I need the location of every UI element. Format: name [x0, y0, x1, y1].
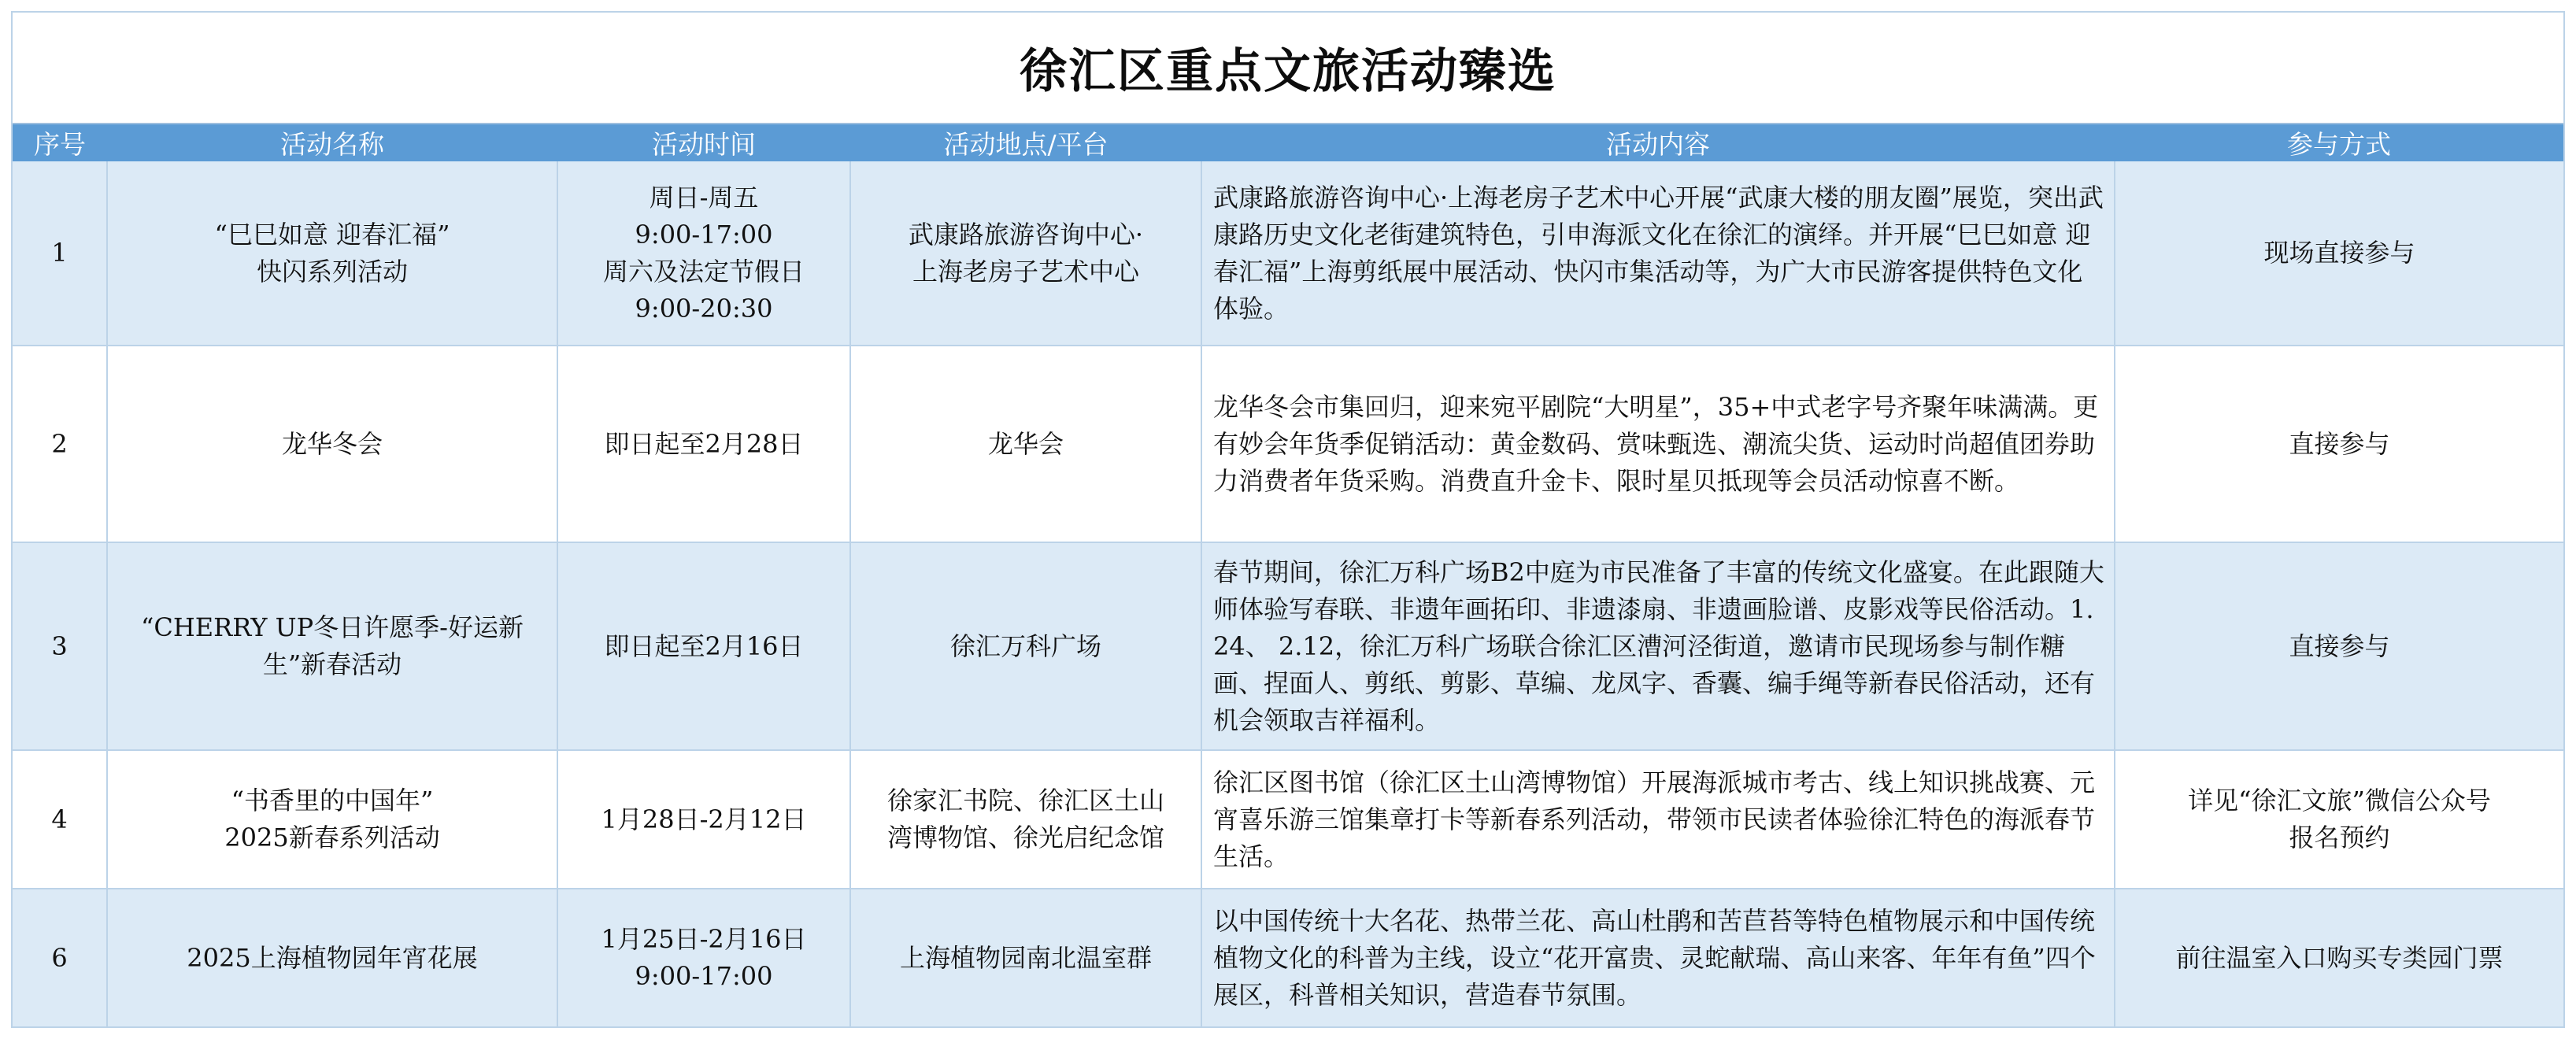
- cell-time: 即日起至2月28日: [557, 346, 850, 542]
- table-row: [13, 542, 2563, 750]
- cell-join: 前往温室入口购买专类园门票: [2115, 889, 2563, 1027]
- header-join: 参与方式: [2115, 124, 2563, 161]
- cell-time: 1月28日-2月12日: [557, 750, 850, 889]
- cell-join: 直接参与: [2115, 346, 2563, 542]
- cell-place: 徐汇万科广场: [850, 542, 1201, 750]
- table-header-row: [13, 124, 2563, 161]
- cell-place: 上海植物园南北温室群: [850, 889, 1201, 1027]
- cell-place: 武康路旅游咨询中心· 上海老房子艺术中心: [850, 161, 1201, 346]
- cell-time: 周日-周五 9:00-17:00 周六及法定节假日 9:00-20:30: [557, 161, 850, 346]
- cell-join: 直接参与: [2115, 542, 2563, 750]
- header-index: 序号: [13, 124, 107, 161]
- table-row: [13, 346, 2563, 542]
- table-row: [13, 161, 2563, 346]
- cell-time: 即日起至2月16日: [557, 542, 850, 750]
- header-place: 活动地点/平台: [850, 124, 1201, 161]
- cell-content: 武康路旅游咨询中心·上海老房子艺术中心开展“武康大楼的朋友圈”展览，突出武康路历史文化老街建筑特色，引申海派文化在徐汇的演绎。并开展“巳巳如意 迎春汇福”上海剪纸展中展活动、快闪市集活动等，为广大市民游客提供特色文化体验。: [1201, 161, 2115, 346]
- header-content: 活动内容: [1201, 124, 2115, 161]
- cell-content: 以中国传统十大名花、热带兰花、高山杜鹃和苦苣苔等特色植物展示和中国传统植物文化的科普为主线，设立“花开富贵、灵蛇献瑞、高山来客、年年有鱼”四个展区，科普相关知识，营造春节氛围。: [1201, 889, 2115, 1027]
- cell-place: 龙华会: [850, 346, 1201, 542]
- table-row: [13, 750, 2563, 889]
- cell-name: “巳巳如意 迎春汇福” 快闪系列活动: [107, 161, 557, 346]
- header-time: 活动时间: [557, 124, 850, 161]
- cell-name: “CHERRY UP冬日许愿季-好运新 生”新春活动: [107, 542, 557, 750]
- cell-content: 春节期间，徐汇万科广场B2中庭为市民准备了丰富的传统文化盛宴。在此跟随大师体验写春联、非遗年画拓印、非遗漆扇、非遗画脸谱、皮影戏等民俗活动。1.24、 2.12，徐汇万科广场联合徐汇区漕河泾街道，邀请市民现场参与制作糖画、捏面人、剪纸、剪影、草编、龙凤字、香囊、编手绳等新春民俗活动，还有机会领取吉祥福利。: [1201, 542, 2115, 750]
- cell-content: 龙华冬会市集回归，迎来宛平剧院“大明星”，35+中式老字号齐聚年味满满。更有妙会年货季促销活动：黄金数码、赏味甄选、潮流尖货、运动时尚超值团券助力消费者年货采购。消费直升金卡、限时星贝抵现等会员活动惊喜不断。: [1201, 346, 2115, 542]
- cell-place: 徐家汇书院、徐汇区土山 湾博物馆、徐光启纪念馆: [850, 750, 1201, 889]
- cell-join: 详见“徐汇文旅”微信公众号 报名预约: [2115, 750, 2563, 889]
- cell-name: “书香里的中国年” 2025新春系列活动: [107, 750, 557, 889]
- spreadsheet: [11, 11, 2565, 1028]
- cell-index: 6: [13, 889, 107, 1027]
- page-title: 徐汇区重点文旅活动臻选: [13, 13, 2563, 124]
- cell-content: 徐汇区图书馆（徐汇区土山湾博物馆）开展海派城市考古、线上知识挑战赛、元宵喜乐游三馆集章打卡等新春系列活动，带领市民读者体验徐汇特色的海派春节生活。: [1201, 750, 2115, 889]
- cell-index: 1: [13, 161, 107, 346]
- activities-table: [13, 124, 2563, 1028]
- cell-join: 现场直接参与: [2115, 161, 2563, 346]
- cell-time: 1月25日-2月16日 9:00-17:00: [557, 889, 850, 1027]
- cell-index: 3: [13, 542, 107, 750]
- table-row: [13, 889, 2563, 1027]
- cell-name: 龙华冬会: [107, 346, 557, 542]
- header-name: 活动名称: [107, 124, 557, 161]
- cell-name: 2025上海植物园年宵花展: [107, 889, 557, 1027]
- cell-index: 4: [13, 750, 107, 889]
- cell-index: 2: [13, 346, 107, 542]
